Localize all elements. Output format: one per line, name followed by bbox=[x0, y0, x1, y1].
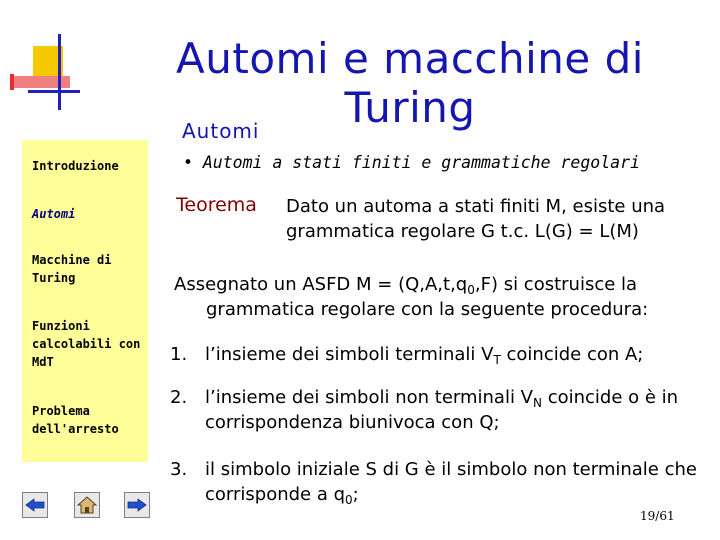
list-subscript: T bbox=[493, 353, 501, 367]
home-button[interactable] bbox=[74, 492, 100, 518]
slide-logo bbox=[0, 0, 110, 110]
sidebar-item-problema-arresto[interactable]: Problema dell'arresto bbox=[32, 404, 119, 436]
intro-subscript: 0 bbox=[467, 283, 475, 297]
forward-arrow-icon bbox=[127, 498, 147, 512]
intro-text-line2: grammatica regolare con la seguente procedura: bbox=[206, 299, 649, 320]
list-subscript: 0 bbox=[345, 493, 353, 507]
sidebar-item-automi[interactable]: Automi bbox=[32, 207, 76, 221]
sidebar-item-funzioni-calcolabili[interactable]: Funzioni calcolabili con MdT bbox=[32, 319, 141, 369]
home-icon bbox=[77, 496, 97, 514]
teorema-label: Teorema bbox=[176, 194, 257, 216]
page-number: 19/61 bbox=[640, 509, 675, 523]
sidebar-item-macchine-di-turing[interactable]: Macchine di Turing bbox=[32, 253, 112, 285]
list-number: 2. bbox=[170, 387, 188, 408]
intro-text-b: ,F) si costruisce la bbox=[474, 274, 638, 295]
sidebar-item-introduzione[interactable]: Introduzione bbox=[32, 159, 119, 173]
list-text: coincide con A; bbox=[500, 344, 644, 365]
next-button[interactable] bbox=[124, 492, 150, 518]
list-number: 1. bbox=[170, 344, 188, 365]
list-text: l’insieme dei simboli terminali V bbox=[205, 344, 494, 365]
section-title: Automi bbox=[182, 119, 260, 143]
list-text: l’insieme dei simboli non terminali V bbox=[205, 387, 533, 408]
teorema-text: Dato un automa a stati finiti M, esiste una grammatica regolare G t.c. L(G) = L(M) bbox=[286, 196, 666, 242]
prev-button[interactable] bbox=[22, 492, 48, 518]
intro-text-a: Assegnato un ASFD M = (Q,A,t,q bbox=[174, 274, 468, 295]
slide-title: Automi e macchine di Turing bbox=[176, 34, 644, 132]
list-number: 3. bbox=[170, 459, 188, 480]
back-arrow-icon bbox=[25, 498, 45, 512]
intro-paragraph bbox=[174, 272, 694, 322]
list-subscript: N bbox=[533, 396, 542, 410]
list-text: il simbolo iniziale S di G è il simbolo non terminale che corrisponde a q bbox=[205, 459, 697, 505]
list-text: ; bbox=[352, 484, 359, 505]
bullet-heading: • Automi a stati finiti e grammatiche regolari bbox=[183, 153, 640, 172]
list-text: coincide o è in corrispondenza biunivoca con Q; bbox=[205, 387, 679, 433]
sidebar-nav bbox=[22, 140, 148, 462]
